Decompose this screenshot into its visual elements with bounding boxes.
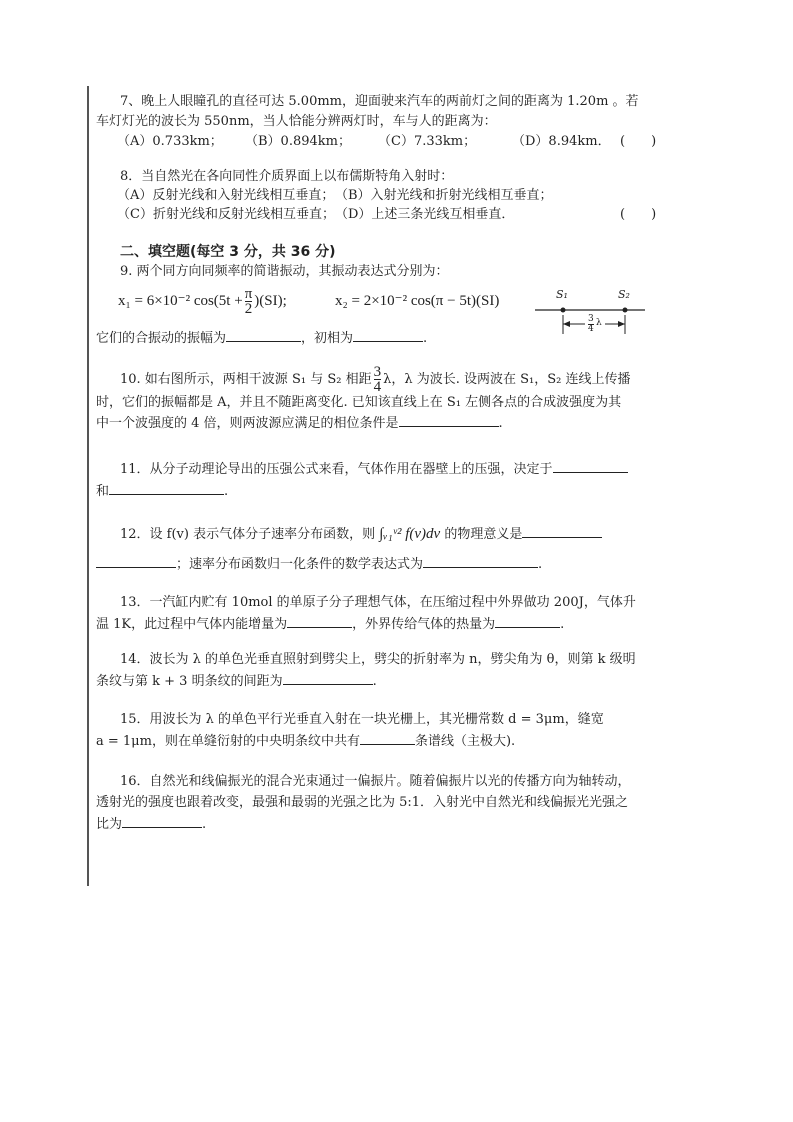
q15-line1: 15．用波长为 λ 的单色平行光垂直入射在一块光栅上，其光栅常数 d = 3μm，缝宽	[120, 712, 604, 727]
q14-line2: 条纹与第 k + 3 明条纹的间距为 .	[96, 671, 377, 691]
q8-option-c: （C）折射光线和反射光线相互垂直；	[117, 207, 335, 222]
q7-option-d: （D）8.94km．	[512, 134, 611, 149]
wave-sources-diagram	[530, 288, 650, 348]
q10-line2: 时，它们的振幅都是 A，并且不随距离变化. 已知该直线上在 S₁ 左侧各点的合成波强度为其	[96, 395, 622, 410]
q16-line2: 透射光的强度也跟着改变，最强和最弱的光强之比为 5:1．入射光中自然光和线偏振光光强之	[96, 795, 629, 810]
q13-line1: 13．一汽缸内贮有 10mol 的单原子分子理想气体，在压缩过程中外界做功 200J，气体升	[120, 595, 636, 610]
q16-line3: 比为 .	[96, 814, 206, 834]
q12-line2: ；速率分布函数归一化条件的数学表达式为 .	[96, 554, 542, 574]
q7-option-b: （B）0.894km；	[245, 134, 351, 149]
s1-label: S₁	[556, 288, 568, 301]
q10-line1: 10. 如右图所示，两相干波源 S₁ 与 S₂ 相距 $\frac{3}{4}$ λ，λ 为波长. 设两波在 S₁，S₂ 连线上传播	[120, 364, 631, 395]
q7-answer-paren: ( )	[620, 134, 657, 149]
integral-expression: ∫ᵥ₁ᵛ² f(v)dv	[379, 526, 441, 542]
q14-line1: 14．波长为 λ 的单色光垂直照射到劈尖上，劈尖的折射率为 n，劈尖角为 θ，则第 k 级明	[120, 652, 636, 667]
q9-phase-blank[interactable]	[353, 328, 423, 342]
q9-answer-line: 它们的合振动的振幅为 ，初相为 .	[96, 328, 427, 348]
q14-blank[interactable]	[283, 671, 373, 685]
q9-formula-x2: x₂ = 2×10⁻² cos(π − 5t)(SI)	[335, 293, 500, 309]
q9-amplitude-blank[interactable]	[226, 328, 301, 342]
q16-line1: 16．自然光和线偏振光的混合光束通过一偏振片。随着偏振片以光的传播方向为轴转动，	[120, 774, 631, 789]
q16-blank[interactable]	[122, 814, 202, 828]
lambda-label: λ	[596, 318, 602, 328]
q13-blank-2[interactable]	[495, 614, 560, 628]
q12-blank-1[interactable]	[522, 524, 602, 538]
q11-line2: 和 .	[96, 481, 228, 501]
q9-formula-x1: x₁ = 6×10⁻² cos(5t + $\frac{\pi}{2}$ )(SI);	[118, 286, 287, 317]
q7-option-a: （A）0.733km；	[117, 134, 223, 149]
s2-label: S₂	[618, 288, 630, 301]
margin-rule	[87, 86, 89, 886]
q8-option-a: （A）反射光线和入射光线相互垂直；	[117, 188, 335, 203]
q12-blank-1-cont[interactable]	[96, 554, 176, 568]
q8-answer-paren: ( )	[620, 207, 657, 222]
q7-option-c: （C）7.33km；	[378, 134, 477, 149]
q9-stem: 9. 两个同方向同频率的简谐振动，其振动表达式分别为：	[120, 264, 449, 279]
q8-option-b: （B）入射光线和折射光线相互垂直；	[335, 188, 553, 203]
q8-stem: 8．当自然光在各向同性介质界面上以布儒斯特角入射时：	[120, 169, 454, 184]
q12-line1: 12．设 f(v) 表示气体分子速率分布函数，则 ∫ᵥ₁ᵛ² f(v)dv 的物理意义是	[120, 524, 602, 544]
q7-stem-line2: 车灯灯光的波长为 550nm，当人恰能分辨两灯时，车与人的距离为：	[96, 114, 497, 129]
q11-blank-1[interactable]	[553, 459, 628, 473]
distance-label: 3 4	[588, 314, 594, 334]
q12-blank-2[interactable]	[423, 554, 538, 568]
q11-line1: 11．从分子动理论导出的压强公式来看，气体作用在器壁上的压强，决定于	[120, 459, 628, 479]
q13-blank-1[interactable]	[287, 614, 352, 628]
s2-point	[623, 308, 628, 313]
q10-blank[interactable]	[399, 413, 499, 427]
q7-stem-line1: 7、晚上人眼瞳孔的直径可达 5.00mm，迎面驶来汽车的两前灯之间的距离为 1.20m 。若	[120, 94, 639, 109]
q10-line3: 中一个波强度的 4 倍，则两波源应满足的相位条件是 .	[96, 413, 503, 433]
q15-blank[interactable]	[360, 731, 415, 745]
q13-line2: 温 1K，此过程中气体内能增量为 ，外界传给气体的热量为 .	[96, 614, 564, 634]
q11-blank-2[interactable]	[109, 481, 224, 495]
s1-point	[561, 308, 566, 313]
section-heading: 二、填空题(每空 3 分，共 36 分)	[120, 244, 336, 260]
q8-option-d: （D）上述三条光线互相垂直．	[335, 207, 515, 222]
q15-line2: a = 1μm，则在单缝衍射的中央明条纹中共有 条谱线（主极大).	[96, 731, 515, 751]
